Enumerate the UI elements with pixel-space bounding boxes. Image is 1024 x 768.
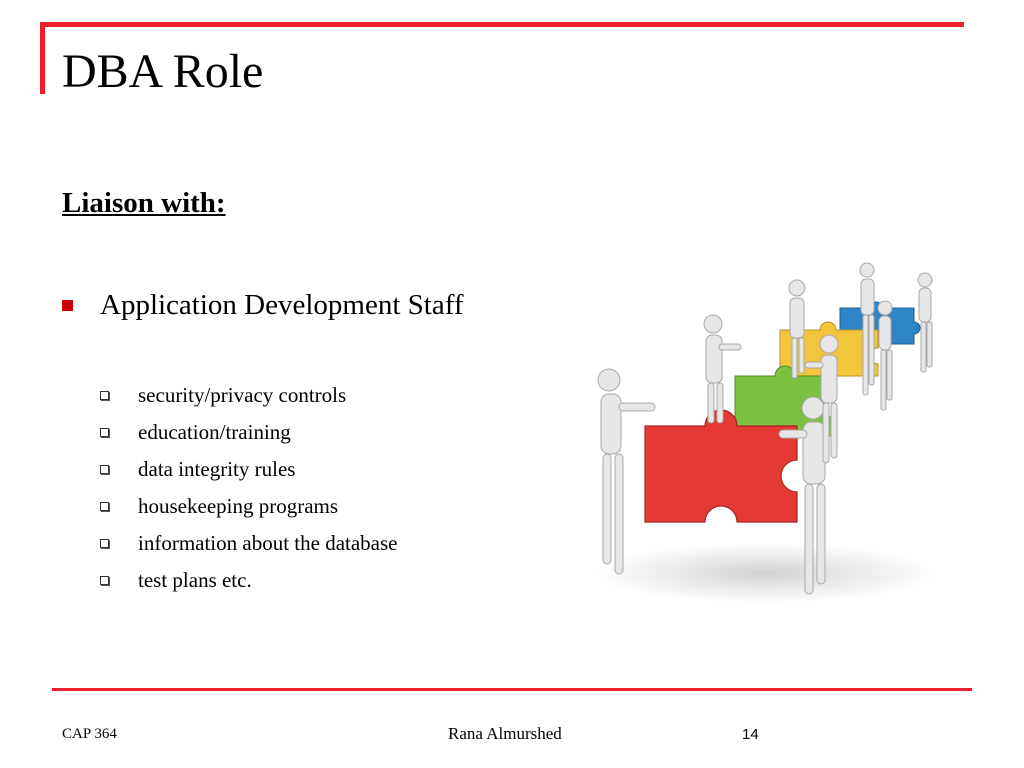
slide-title: DBA Role: [62, 45, 264, 98]
sub-bullet-item: [100, 451, 398, 488]
sub-bullet-item: [100, 414, 398, 451]
hollow-square-bullet-icon: [100, 391, 109, 400]
sub-bullet-text: education/training: [138, 420, 291, 444]
hollow-square-bullet-icon: [100, 465, 109, 474]
subheading: Liaison with:: [62, 187, 226, 219]
hollow-square-bullet-icon: [100, 428, 109, 437]
sub-bullet-item: [100, 377, 398, 414]
sub-bullet-text: information about the database: [138, 531, 398, 555]
hollow-square-bullet-icon: [100, 576, 109, 585]
hollow-square-bullet-icon: [100, 539, 109, 548]
title-top-rule: [40, 22, 964, 27]
sub-bullet-item: [100, 562, 398, 599]
square-bullet-icon: [62, 300, 73, 311]
footer-page-number: 14: [742, 726, 759, 743]
sub-bullet-text: test plans etc.: [138, 568, 252, 592]
sub-bullet-text: housekeeping programs: [138, 494, 339, 518]
sub-bullet-text: data integrity rules: [138, 457, 296, 481]
footer-rule: [52, 688, 972, 691]
main-bullet-item: [62, 285, 464, 325]
hollow-square-bullet-icon: [100, 502, 109, 511]
sub-bullet-item: [100, 488, 398, 525]
sub-bullet-item: [100, 525, 398, 562]
main-bullet-text: Application Development Staff: [100, 288, 464, 321]
red-puzzle-piece: [645, 410, 797, 522]
sub-bullet-list: [100, 377, 398, 599]
footer-author: Rana Almurshed: [448, 724, 562, 743]
title-left-rule: [40, 22, 45, 94]
sub-bullet-text: security/privacy controls: [138, 383, 347, 407]
puzzle-team-illustration: [585, 258, 955, 618]
footer-course: CAP 364: [62, 726, 117, 742]
ground-shadow: [595, 543, 935, 603]
